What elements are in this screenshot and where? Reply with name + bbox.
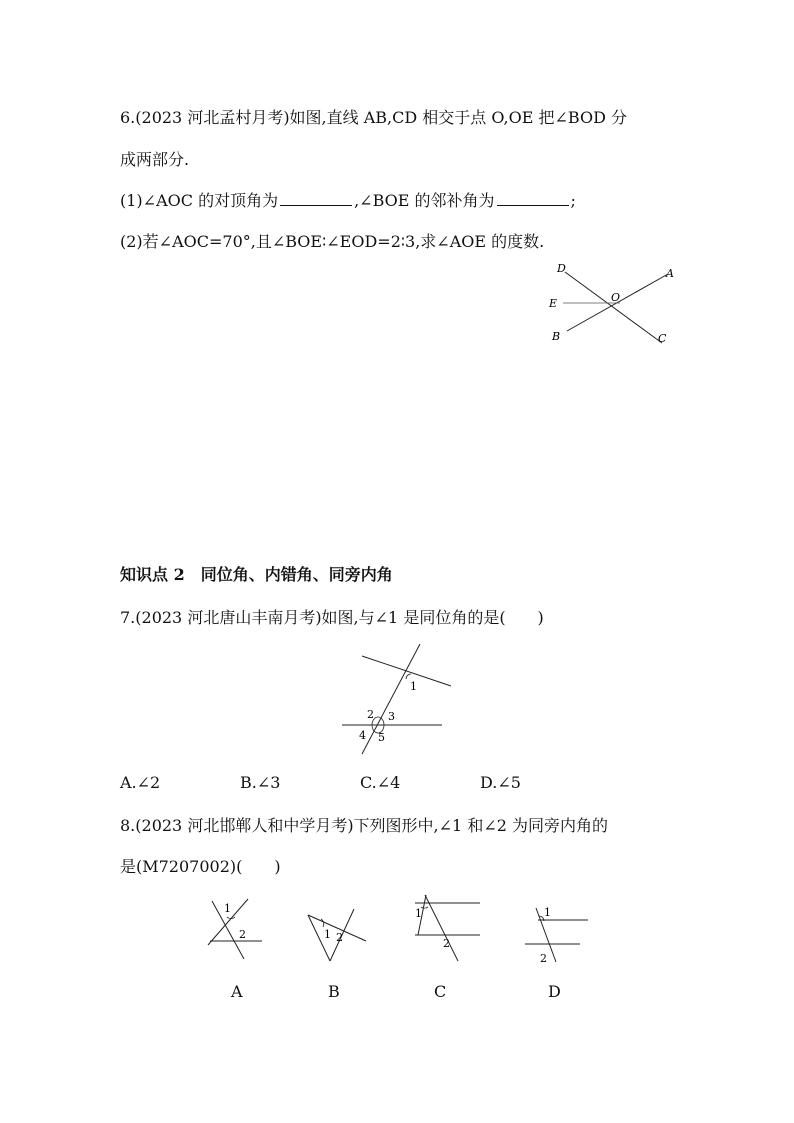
svg-text:2: 2	[540, 952, 547, 965]
q7-option-c[interactable]: C.∠4	[360, 773, 401, 792]
q8-figure-a[interactable]	[200, 895, 270, 965]
q6-part1-text-a: (1)∠AOC 的对顶角为	[120, 191, 279, 210]
line-DC	[565, 272, 662, 343]
q8-caption-a: A	[231, 982, 243, 1001]
label-E: E	[549, 297, 558, 310]
answer-blank-2[interactable]	[497, 191, 569, 206]
q8-caption-d: D	[548, 982, 561, 1001]
svg-text:2: 2	[336, 931, 343, 944]
label-A: A	[666, 267, 674, 280]
label-O: O	[611, 291, 621, 304]
q6-part1-text-c: ;	[570, 191, 576, 210]
q7-transversal-figure	[340, 640, 450, 760]
label-B: B	[552, 330, 561, 343]
q6-part1-text-b: ,∠BOE 的邻补角为	[354, 191, 495, 210]
angle-label-1: 1	[410, 680, 417, 693]
q7-option-a[interactable]: A.∠2	[120, 773, 161, 792]
svg-text:2: 2	[443, 937, 450, 950]
q6-part1	[120, 191, 576, 211]
q6-line2: 成两部分.	[120, 150, 190, 169]
angle-label-2: 2	[367, 708, 374, 721]
svg-text:1: 1	[224, 902, 231, 915]
angle-label-4: 4	[359, 729, 366, 742]
q8-line1: 8.(2023 河北邯郸人和中学月考)下列图形中,∠1 和∠2 为同旁内角的	[120, 816, 608, 835]
q8-figure-d[interactable]	[520, 900, 595, 965]
q7-text: 7.(2023 河北唐山丰南月考)如图,与∠1 是同位角的是( )	[120, 608, 544, 627]
q7-option-d[interactable]: D.∠5	[480, 773, 521, 792]
transversal	[362, 644, 420, 754]
q8-figure-c[interactable]	[410, 893, 485, 965]
upper-line	[362, 656, 451, 686]
q8-line2: 是(M7207002)( )	[120, 857, 281, 876]
q8-figure-b[interactable]	[300, 905, 370, 965]
angle-label-3: 3	[388, 710, 395, 723]
q6-line1: 6.(2023 河北孟村月考)如图,直线 AB,CD 相交于点 O,OE 把∠BOD 分	[120, 108, 628, 127]
q8-caption-c: C	[434, 982, 447, 1001]
q6-part2: (2)若∠AOC=70°,且∠BOE∶∠EOD=2∶3,求∠AOE 的度数.	[120, 232, 545, 251]
answer-blank-1[interactable]	[280, 191, 352, 206]
label-D: D	[557, 262, 566, 275]
svg-text:1: 1	[544, 906, 551, 919]
svg-text:2: 2	[239, 928, 246, 941]
angle-label-5: 5	[378, 731, 385, 744]
section-title: 知识点 2 同位角、内错角、同旁内角	[120, 565, 393, 584]
q6-intersecting-lines-figure	[540, 258, 690, 350]
q7-option-b[interactable]: B.∠3	[240, 773, 281, 792]
q8-caption-b: B	[328, 982, 340, 1001]
label-C: C	[658, 332, 667, 345]
svg-text:1: 1	[415, 907, 422, 920]
svg-text:1: 1	[324, 928, 331, 941]
